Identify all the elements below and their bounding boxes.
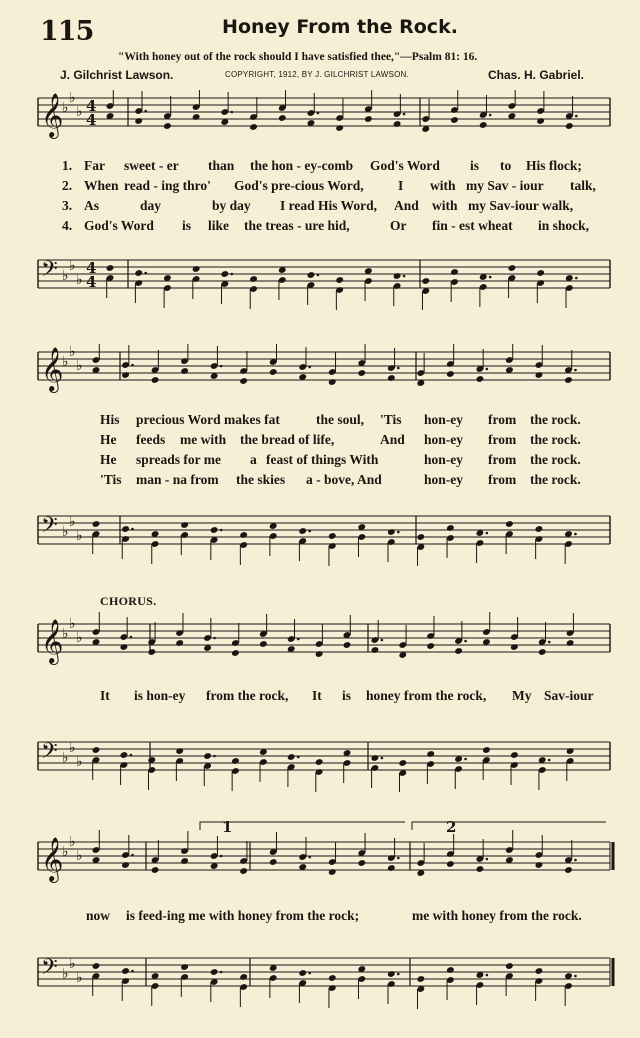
svg-text:♭: ♭ — [76, 272, 83, 288]
lyric-line: 4. God's Word is like the treas - ure hid, Or fin - est wheat in shock, — [62, 218, 590, 233]
svg-text:♭: ♭ — [76, 104, 83, 120]
lyric-line: 'Tis man - na from the skies a - bove, And hon-ey from the rock. — [100, 472, 581, 487]
svg-text:♭: ♭ — [76, 970, 83, 986]
svg-text:♭: ♭ — [76, 630, 83, 646]
lyric-line: It is hon-ey from the rock, It is honey from the rock, My Sav-iour — [100, 688, 594, 703]
svg-text:♭: ♭ — [69, 514, 76, 530]
credits-line — [60, 68, 584, 82]
staff-system-1-bass — [0, 244, 640, 310]
svg-text:♭: ♭ — [62, 750, 69, 766]
staff-system-2-bass — [0, 500, 640, 566]
svg-text:𝄞: 𝄞 — [41, 619, 64, 663]
epigraph: "With honey out of the rock should I have satisfied thee,"—Psalm 81: 16. — [118, 51, 478, 63]
svg-text:♭: ♭ — [62, 626, 69, 642]
svg-text:♭: ♭ — [76, 358, 83, 374]
ending-number: 1 — [222, 818, 233, 836]
lyric-line: 2. When read - ing thro' God's pre-cious Word, I with my Sav - iour talk, — [62, 178, 596, 193]
chorus-label: CHORUS. — [100, 594, 157, 608]
svg-text:♭: ♭ — [76, 754, 83, 770]
svg-text:𝄞: 𝄞 — [41, 93, 64, 137]
svg-text:𝄢: 𝄢 — [41, 513, 58, 543]
svg-text:♭: ♭ — [69, 90, 76, 106]
lyric-line: now is feed-ing me with honey from the rock; me with honey from the rock. — [86, 908, 582, 923]
lyric-line: His precious Word makes fat the soul, 'Tis hon-ey from the rock. — [100, 412, 581, 427]
svg-text:♭: ♭ — [62, 524, 69, 540]
lyric-line: 1. Far sweet - er than the hon - ey-comb God's Word is to His flock; — [62, 158, 582, 173]
staff-system-4-treble — [0, 812, 640, 892]
svg-text:♭: ♭ — [62, 966, 69, 982]
hymn-title: Honey From the Rock. — [222, 16, 458, 38]
staff-system-3-treble — [0, 610, 640, 670]
verse-lyrics-1 — [0, 158, 640, 238]
svg-text:♭: ♭ — [76, 848, 83, 864]
svg-text:♭: ♭ — [62, 268, 69, 284]
svg-text:♭: ♭ — [69, 834, 76, 850]
staff-system-3-bass — [0, 726, 640, 792]
staff-system-1-treble — [0, 90, 640, 150]
svg-text:𝄢: 𝄢 — [41, 739, 58, 769]
svg-text:𝄞: 𝄞 — [41, 347, 64, 391]
svg-text:4: 4 — [86, 259, 97, 277]
ending-number: 2 — [446, 818, 457, 836]
lyric-line: He feeds me with the bread of life, And hon-ey from the rock. — [100, 432, 581, 447]
svg-text:♭: ♭ — [62, 844, 69, 860]
author: J. Gilchrist Lawson. — [60, 68, 174, 82]
svg-text:𝄢: 𝄢 — [41, 955, 58, 985]
svg-text:♭: ♭ — [76, 528, 83, 544]
lyric-line: He spreads for me a feast of things With hon-ey from the rock. — [100, 452, 581, 467]
chorus-lyrics-2 — [0, 908, 640, 928]
staff-system-2-treble — [0, 344, 640, 404]
svg-text:4: 4 — [86, 273, 97, 291]
svg-text:♭: ♭ — [62, 354, 69, 370]
lyric-line: 3. As day by day I read His Word, And with my Sav-iour walk, — [62, 198, 574, 213]
chorus-lyrics-1 — [0, 688, 640, 708]
hymn-number: 115 — [40, 16, 94, 47]
svg-text:♭: ♭ — [69, 956, 76, 972]
svg-text:♭: ♭ — [69, 616, 76, 632]
verse-lyrics-2 — [0, 412, 640, 492]
svg-text:4: 4 — [86, 97, 97, 115]
svg-text:𝄢: 𝄢 — [41, 257, 58, 287]
staff-system-4-bass — [0, 942, 640, 1012]
svg-text:𝄞: 𝄞 — [41, 837, 64, 881]
svg-text:♭: ♭ — [69, 740, 76, 756]
copyright: COPYRIGHT, 1912, BY J. GILCHRIST LAWSON. — [225, 70, 409, 79]
svg-text:4: 4 — [86, 111, 97, 129]
svg-text:♭: ♭ — [62, 100, 69, 116]
svg-text:♭: ♭ — [69, 344, 76, 360]
svg-text:♭: ♭ — [69, 258, 76, 274]
composer: Chas. H. Gabriel. — [487, 68, 584, 82]
